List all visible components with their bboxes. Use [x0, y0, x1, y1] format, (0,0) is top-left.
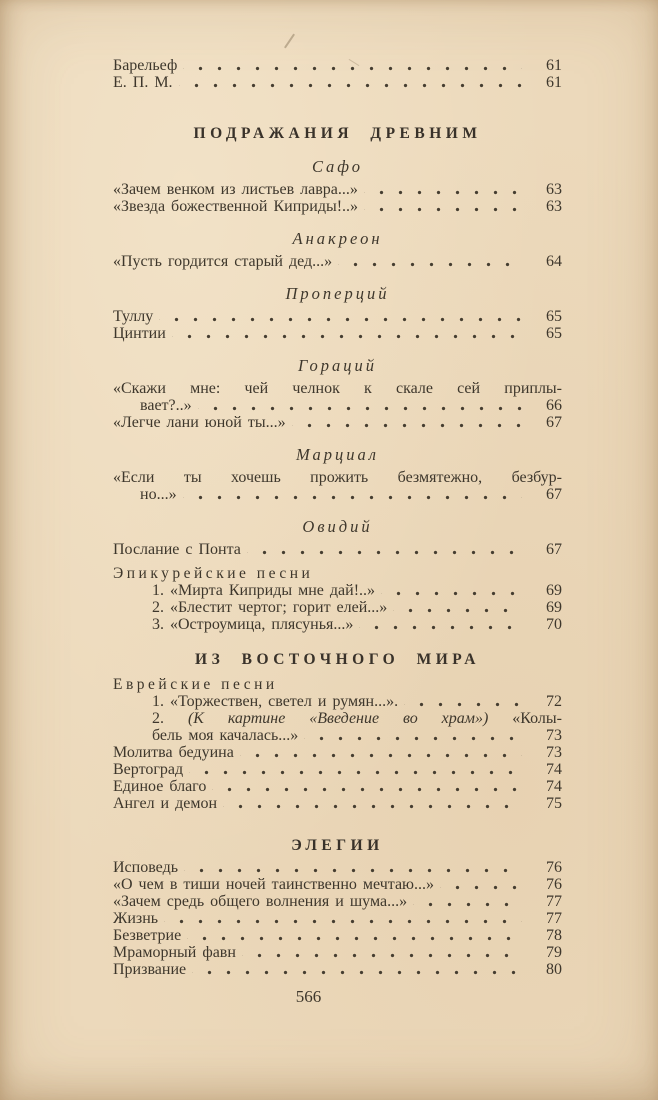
toc-entry-firstline — [113, 380, 562, 397]
entry-text-segment: 2. — [152, 710, 188, 727]
entry-title: Исповедь — [113, 859, 179, 876]
entry-page: 67 — [546, 486, 562, 503]
entry-title: вает?..» — [140, 397, 192, 414]
toc-entry — [113, 181, 562, 198]
toc-entry — [113, 944, 562, 961]
toc-entry — [113, 910, 562, 927]
dot-leader — [413, 893, 522, 910]
toc-entry — [113, 778, 562, 795]
toc-entry-firstline — [113, 469, 562, 486]
dot-leader — [242, 944, 522, 961]
entry-page: 70 — [546, 616, 562, 633]
entry-page: 80 — [546, 961, 562, 978]
dot-leader — [172, 325, 522, 342]
author-heading: Анакреон — [292, 229, 383, 248]
entry-page: 72 — [546, 693, 562, 710]
author-heading: Проперций — [285, 284, 390, 303]
toc-entry — [113, 486, 562, 503]
dot-leader — [212, 778, 522, 795]
toc-entry — [113, 57, 562, 74]
entry-title: Призвание — [113, 961, 187, 978]
author-heading: Марциал — [296, 445, 379, 464]
entry-page: 77 — [546, 910, 562, 927]
entry-page: 73 — [546, 727, 562, 744]
entry-title: «О чем в тиши ночей таинственно мечтаю...» — [113, 876, 434, 893]
dot-leader — [304, 727, 522, 744]
content-column — [113, 57, 562, 1007]
entry-page: 79 — [546, 944, 562, 961]
toc-entry — [113, 582, 562, 599]
entry-page: 69 — [546, 582, 562, 599]
dot-leader — [240, 744, 522, 761]
entry-title: бель моя качалась...» — [152, 727, 299, 744]
entry-title: Вертоград — [113, 761, 184, 778]
entry-title: Жизнь — [113, 910, 159, 927]
entry-text-segment: (К картине «Введение во храм») — [187, 710, 489, 727]
dot-leader — [440, 876, 522, 893]
entry-title: Молитва бедуина — [113, 744, 234, 761]
entry-title: «Зачем венком из листьев лавра...» — [113, 181, 358, 198]
author-heading: Гораций — [297, 356, 378, 375]
entry-page: 66 — [546, 397, 562, 414]
entry-page: 64 — [546, 253, 562, 270]
subsection-heading: Еврейские песни — [113, 676, 278, 693]
toc-entry — [113, 727, 562, 744]
dot-leader — [404, 693, 522, 710]
toc-entry — [113, 308, 562, 325]
entry-text-segment: «Колы- — [488, 710, 562, 727]
entry-page: 77 — [546, 893, 562, 910]
entry-page: 61 — [546, 74, 562, 91]
entry-page: 63 — [546, 198, 562, 215]
dot-leader — [179, 74, 522, 91]
dot-leader — [247, 541, 522, 558]
entry-title: 1. «Торжествен, светел и румян...». — [152, 693, 399, 710]
entry-page: 69 — [546, 599, 562, 616]
folio-page-number: 566 — [295, 987, 322, 1006]
dot-leader — [192, 961, 522, 978]
entry-title: 1. «Мирта Киприды мне дай!..» — [152, 582, 376, 599]
entry-title: «Зачем средь общего волнения и шума...» — [113, 893, 408, 910]
dot-leader — [364, 198, 522, 215]
entry-text: «Скажи мне: чей челнок к скале сей приплы- — [113, 380, 562, 397]
entry-page: 75 — [546, 795, 562, 812]
dot-leader — [187, 927, 522, 944]
entry-title: Единое благо — [113, 778, 207, 795]
dot-leader — [292, 414, 522, 431]
entry-title: но...» — [140, 486, 177, 503]
section-heading: ИЗ ВОСТОЧНОГО МИРА — [195, 651, 480, 668]
dot-leader — [159, 308, 522, 325]
subsection-heading: Эпикурейские песни — [113, 565, 314, 582]
entry-page: 73 — [546, 744, 562, 761]
toc-entry — [113, 893, 562, 910]
dot-leader — [183, 486, 522, 503]
entry-title: Безветрие — [113, 927, 182, 944]
stray-pen-mark — [284, 33, 295, 48]
toc-entry — [113, 397, 562, 414]
entry-title: Цинтии — [113, 325, 166, 342]
entry-title: «Легче лани юной ты...» — [113, 414, 286, 431]
entry-page: 63 — [546, 181, 562, 198]
section-heading: ПОДРАЖАНИЯ ДРЕВНИМ — [193, 125, 482, 142]
dot-leader — [359, 616, 522, 633]
toc-entry — [113, 541, 562, 558]
toc-entry-firstline — [113, 710, 562, 727]
entry-title: Мраморный фавн — [113, 944, 236, 961]
entry-title: «Звезда божественной Киприды!..» — [113, 198, 359, 215]
entry-page: 76 — [546, 876, 562, 893]
toc-list — [113, 57, 562, 978]
section-heading: ЭЛЕГИИ — [291, 837, 384, 854]
toc-entry — [113, 961, 562, 978]
entry-page: 65 — [546, 308, 562, 325]
entry-page: 76 — [546, 859, 562, 876]
dot-leader — [393, 599, 522, 616]
toc-entry — [113, 616, 562, 633]
dot-leader — [198, 397, 522, 414]
entry-title: Туллу — [113, 308, 154, 325]
toc-entry — [113, 414, 562, 431]
toc-entry — [113, 599, 562, 616]
toc-entry — [113, 876, 562, 893]
toc-entry — [113, 795, 562, 812]
toc-entry — [113, 74, 562, 91]
entry-title: 2. «Блестит чертог; горит елей...» — [152, 599, 388, 616]
entry-page: 78 — [546, 927, 562, 944]
toc-entry — [113, 198, 562, 215]
dot-leader — [184, 859, 522, 876]
entry-title: «Пусть гордится старый дед...» — [113, 253, 333, 270]
dot-leader — [338, 253, 522, 270]
entry-title: Барельеф — [113, 57, 178, 74]
toc-entry — [113, 253, 562, 270]
entry-title: Послание с Понта — [113, 541, 241, 558]
entry-page: 67 — [546, 541, 562, 558]
dot-leader — [223, 795, 522, 812]
entry-page: 74 — [546, 761, 562, 778]
toc-entry — [113, 325, 562, 342]
entry-page: 67 — [546, 414, 562, 431]
dot-leader — [381, 582, 522, 599]
toc-entry — [113, 744, 562, 761]
entry-title: Е. П. М. — [113, 74, 173, 91]
toc-entry — [113, 761, 562, 778]
author-heading: Овидий — [302, 517, 373, 536]
entry-title: 3. «Остроумица, плясунья...» — [152, 616, 354, 633]
dot-leader — [189, 761, 522, 778]
dot-leader — [164, 910, 522, 927]
entry-text: «Если ты хочешь прожить безмятежно, безбур- — [113, 469, 562, 486]
toc-entry — [113, 859, 562, 876]
author-heading: Сафо — [311, 157, 364, 176]
toc-entry — [113, 693, 562, 710]
entry-page: 61 — [546, 57, 562, 74]
entry-page: 65 — [546, 325, 562, 342]
dot-leader — [183, 57, 522, 74]
dot-leader — [364, 181, 522, 198]
entry-page: 74 — [546, 778, 562, 795]
toc-entry — [113, 927, 562, 944]
entry-title: Ангел и демон — [113, 795, 218, 812]
